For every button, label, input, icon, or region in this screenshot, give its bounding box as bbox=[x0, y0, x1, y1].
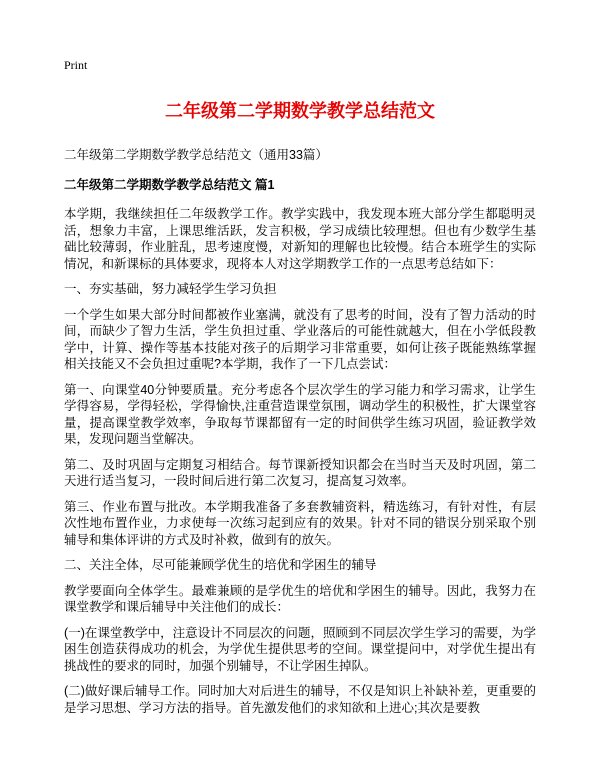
subheading-part-1: 一、夯实基础，努力减轻学生学习负担 bbox=[64, 282, 277, 296]
subtitle: 二年级第二学期数学教学总结范文（通用33篇） bbox=[64, 148, 328, 162]
print-link[interactable]: Print bbox=[64, 58, 88, 72]
paragraph-point-1: 第一、向课堂40分钟要质量。充分考虑各个层次学生的学习能力和学习需求，让学生学得容易，学得轻松，学得愉快,注重营造课堂氛围，调动学生的积极性，扩大课堂容量，提高课堂教学效率，争取每节课都留有一定的时间供学生练习巩固，验证教学效果，发现问题当堂解决。 bbox=[64, 382, 536, 446]
subheading-part-2: 二、关注全体，尽可能兼顾学优生的培优和学困生的辅导 bbox=[64, 558, 377, 572]
paragraph-intro: 本学期，我继续担任二年级教学工作。教学实践中，我发现本班大部分学生都聪明灵活，想象力丰富，上课思维活跃，发言积极，学习成绩比较理想。但也有少数学生基础比较薄弱，作业脏乱，思考速度慢，对新知的理解也比较慢。结合本班学生的实际情况，和新课标的具体要求，现将本人对这学期教学工作的一点思考总结如下： bbox=[64, 207, 536, 271]
paragraph-item-1: (一)在课堂教学中，注意设计不同层次的问题，照顾到不同层次学生学习的需要，为学困生创造获得成功的机会，为学优生提供思考的空间。课堂提问中，对学优生提出有挑战性的要求的同时，加强个别辅导，不让学困生掉队。 bbox=[64, 625, 536, 673]
section-heading: 二年级第二学期数学教学总结范文 篇1 bbox=[64, 178, 275, 192]
paragraph-point-3: 第三、作业布置与批改。本学期我准备了多套教辅资料，精选练习，有针对性，有层次性地布置作业，力求使每一次练习起到应有的效果。针对不同的错误分别采取个别辅导和集体评讲的方式及时补救，做到有的放矢。 bbox=[64, 499, 536, 547]
page-title: 二年级第二学期数学教学总结范文 bbox=[165, 101, 435, 121]
paragraph-point-2: 第二、及时巩固与定期复习相结合。每节课新授知识都会在当时当天及时巩固，第二天进行适当复习，一段时间后进行第二次复习，提高复习效率。 bbox=[64, 457, 536, 488]
paragraph-part1-body: 一个学生如果大部分时间都被作业塞满，就没有了思考的时间，没有了智力活动的时间，而缺少了智力生活，学生负担过重、学业落后的可能性就越大，但在小学低段教学中，计算、操作等基本技能对孩子的后期学习非常重要，如何让孩子既能熟练掌握相关技能又不会负担过重呢?本学期，我作了一下几点尝试： bbox=[64, 307, 536, 371]
paragraph-item-2: (二)做好课后辅导工作。同时加大对后进生的辅导，不仅是知识上补缺补差，更重要的是学习思想、学习方法的指导。首先激发他们的求知欲和上进心;其次是要教 bbox=[64, 684, 536, 715]
paragraph-part2-body: 教学要面向全体学生。最难兼顾的是学优生的培优和学困生的辅导。因此，我努力在课堂教学和课后辅导中关注他们的成长： bbox=[64, 583, 536, 614]
